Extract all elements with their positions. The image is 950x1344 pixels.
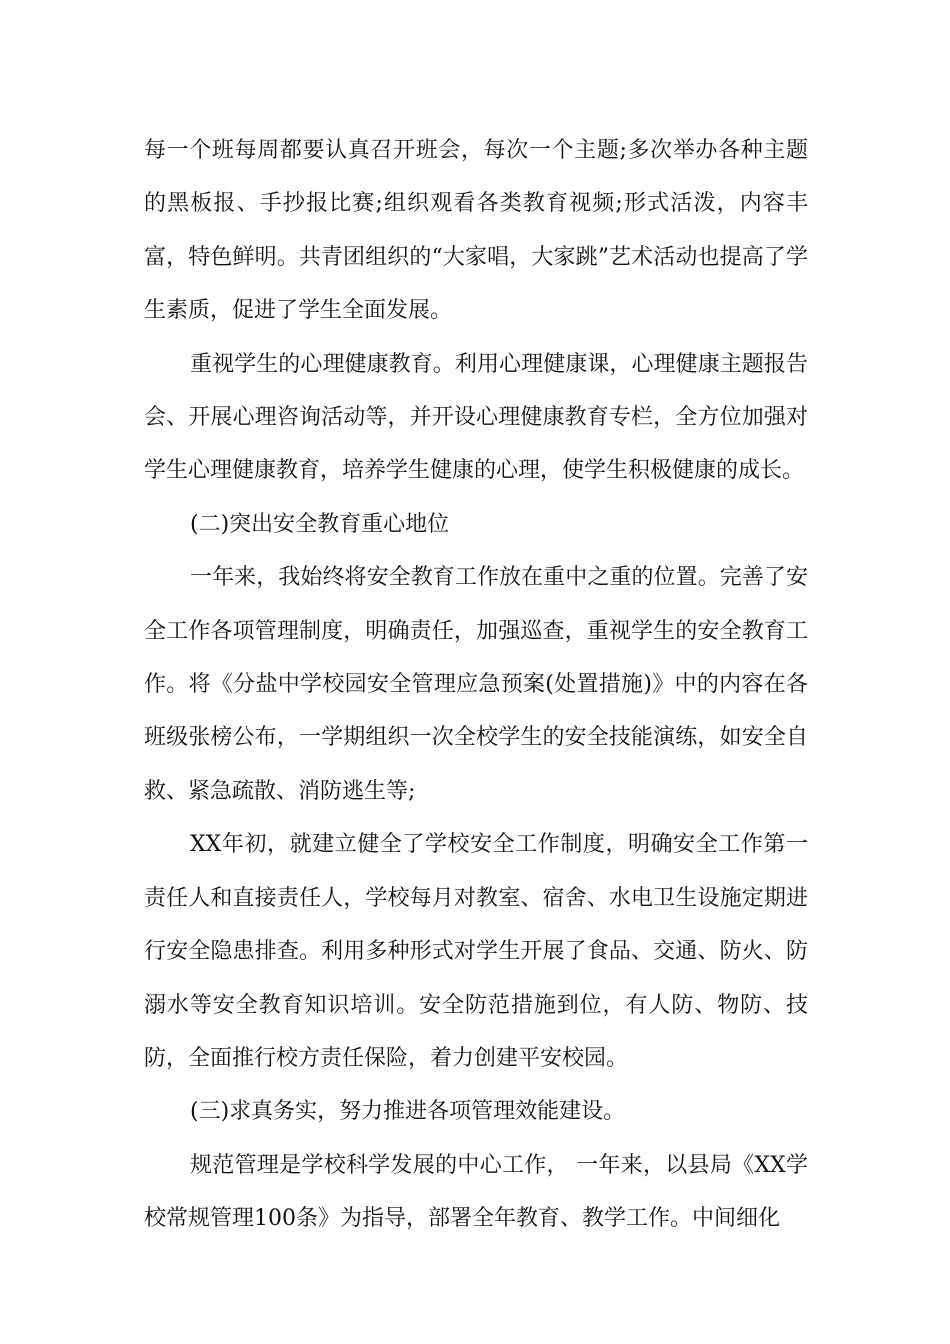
- section-heading-safety: (二)突出安全教育重心地位: [190, 511, 450, 537]
- section-heading-management: (三)求真务实，努力推进各项管理效能建设。: [190, 1099, 626, 1125]
- document-body: [144, 124, 808, 1246]
- paragraph-safety-system: XX年初，就建立健全了学校安全工作制度，明确安全工作第一责任人和直接责任人，学校每月对教室、宿舍、水电卫生设施定期进行安全隐患排查。利用多种形式对学生开展了食品、交通、防火、防溺水等安全教育知识培训。安全防范措施到位，有人防、物防、技防，全面推行校方责任保险，着力创建平安校园。: [144, 832, 808, 1071]
- paragraph-safety-work: 一年来，我始终将安全教育工作放在重中之重的位置。完善了安全工作各项管理制度，明确责任，加强巡查，重视学生的安全教育工作。将《分盐中学校园安全管理应急预案(处置措施)》中的内容在各班级张榜公布，一学期组织一次全校学生的安全技能演练，如安全自救、紧急疏散、消防逃生等;: [144, 565, 808, 804]
- paragraph-mental-health: 重视学生的心理健康教育。利用心理健康课，心理健康主题报告会、开展心理咨询活动等，并开设心理健康教育专栏，全方位加强对学生心理健康教育，培养学生健康的心理，使学生积极健康的成长。: [144, 351, 808, 484]
- paragraph-standard-management: 规范管理是学校科学发展的中心工作， 一年来，以县局《XX学校常规管理100条》为指导，部署全年教育、教学工作。中间细化: [144, 1152, 808, 1232]
- paragraph-class-activities: 每一个班每周都要认真召开班会，每次一个主题;多次举办各种主题的黑板报、手抄报比赛;组织观看各类教育视频;形式活泼，内容丰富，特色鲜明。共青团组织的“大家唱，大家跳”艺术活动也提高了学生素质，促进了学生全面发展。: [144, 138, 808, 324]
